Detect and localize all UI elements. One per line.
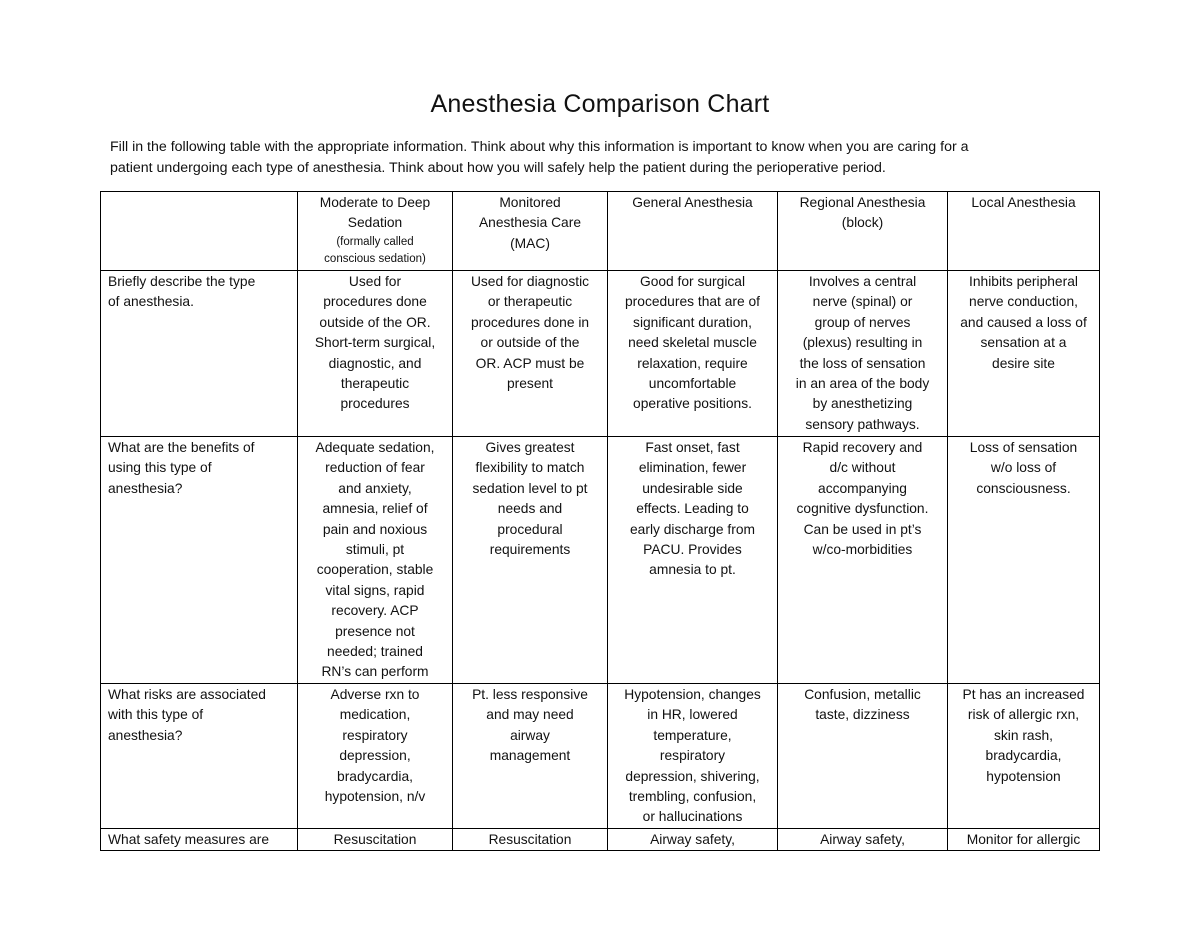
table-cell [298, 271, 453, 437]
cell-text: Involves a central [808, 274, 917, 289]
cell-text: effects. Leading to [636, 501, 749, 517]
table-row [101, 437, 1100, 684]
cell-text: Loss of sensation [969, 440, 1078, 455]
cell-text: Monitor for allergic [966, 831, 1081, 847]
table-cell [608, 683, 778, 828]
cell-text: cognitive dysfunction. [796, 501, 929, 517]
cell-text: Rapid recovery and [802, 440, 923, 455]
cell-text: undesirable side [642, 480, 743, 496]
cell-text: the loss of sensation [799, 355, 926, 371]
cell-text: desire site [992, 355, 1055, 371]
cell-text: OR. ACP must be [475, 355, 585, 371]
cell-text: nerve (spinal) or [812, 294, 913, 310]
cell-text: outside of the OR. [319, 314, 431, 330]
cell-text: Fast onset, fast [645, 440, 740, 455]
cell-text: recovery. ACP [331, 603, 419, 619]
header-text: (block) [841, 215, 884, 231]
cell-text: Short-term surgical, [314, 335, 436, 351]
cell-text: procedures done in [470, 314, 590, 330]
cell-text: Confusion, metallic [804, 686, 921, 702]
cell-text: risk of allergic rxn, [967, 707, 1080, 723]
cell-text: depression, [339, 748, 411, 764]
cell-text: RN’s can perform [321, 664, 429, 680]
header-cell-empty [101, 192, 298, 271]
header-text: General Anesthesia [632, 195, 753, 210]
cell-text: procedures [340, 396, 410, 412]
cell-text: taste, dizziness [815, 707, 910, 723]
cell-text: procedures that are of [625, 294, 760, 310]
table-cell [453, 271, 608, 437]
row-question [101, 437, 298, 684]
cell-text: requirements [489, 542, 571, 558]
cell-text: or therapeutic [487, 294, 573, 310]
cell-text: vital signs, rapid [325, 582, 425, 598]
header-text: Regional Anesthesia [799, 195, 926, 210]
header-text: Monitored [499, 195, 561, 210]
cell-text: sensation at a [980, 335, 1067, 351]
cell-text: d/c without [829, 460, 896, 476]
cell-text: Can be used in pt’s [803, 521, 922, 537]
row-question [101, 271, 298, 437]
cell-text: early discharge from [630, 521, 755, 537]
cell-text: Resuscitation [333, 831, 417, 847]
instructions-line: Fill in the following table with the appropriate information. Think about why this information is important to know when you are caring for a [110, 139, 969, 155]
cell-text: w/co-morbidities [812, 542, 913, 558]
cell-text: need skeletal muscle [628, 335, 757, 351]
cell-text: management [489, 748, 571, 764]
cell-text: procedural [497, 521, 563, 537]
header-text: Anesthesia Care [478, 215, 581, 231]
table-cell [778, 683, 948, 828]
cell-text: or outside of the [480, 335, 580, 351]
table-cell [948, 437, 1100, 684]
cell-text: PACU. Provides [643, 542, 742, 558]
cell-text: consciousness. [976, 480, 1071, 496]
cell-text: group of nerves [814, 314, 911, 330]
table-cell [453, 683, 608, 828]
cell-text: Resuscitation [488, 831, 572, 847]
cell-text: hypotension, n/v [324, 788, 426, 804]
comparison-table [100, 191, 1100, 851]
cell-text: airway [510, 727, 550, 743]
question-text: What are the benefits of [108, 440, 255, 455]
question-text: What risks are associated [108, 686, 266, 702]
cell-text: Pt has an increased [962, 686, 1085, 702]
question-text: anesthesia? [108, 480, 183, 496]
cell-text: in HR, lowered [647, 707, 738, 723]
cell-text: medication, [339, 707, 411, 723]
cell-text: amnesia to pt. [649, 562, 736, 578]
cell-text: nerve conduction, [969, 294, 1078, 310]
cell-text: needs and [497, 501, 563, 517]
cell-text: (plexus) resulting in [802, 335, 923, 351]
table-cell [778, 828, 948, 850]
cell-text: Adequate sedation, [315, 440, 435, 455]
cell-text: cooperation, stable [316, 562, 434, 578]
cell-text: depression, shivering, [625, 768, 760, 784]
cell-text: therapeutic [340, 376, 410, 392]
question-text: using this type of [108, 460, 212, 476]
cell-text: bradycardia, [985, 748, 1062, 764]
cell-text: Adverse rxn to [330, 686, 420, 702]
header-text: Moderate to Deep [319, 195, 431, 210]
header-text: (MAC) [510, 235, 550, 251]
cell-text: Used for [348, 274, 402, 289]
cell-text: present [506, 376, 554, 392]
table-cell [453, 437, 608, 684]
cell-text: significant duration, [633, 314, 752, 330]
question-text: with this type of [108, 707, 204, 723]
header-text: Local Anesthesia [971, 195, 1076, 210]
cell-text: procedures done [323, 294, 427, 310]
cell-text: relaxation, require [637, 355, 748, 371]
header-row [101, 192, 1100, 271]
cell-text: reduction of fear [325, 460, 425, 476]
cell-text: w/o loss of [990, 460, 1057, 476]
question-text: of anesthesia. [108, 294, 194, 310]
header-note: conscious sedation) [324, 252, 426, 265]
table-cell [948, 683, 1100, 828]
row-question [101, 683, 298, 828]
cell-text: sensory pathways. [805, 416, 920, 432]
header-local-anesthesia [948, 192, 1100, 271]
header-general-anesthesia [608, 192, 778, 271]
cell-text: Pt. less responsive [472, 686, 588, 702]
cell-text: needed; trained [327, 644, 423, 660]
cell-text: by anesthetizing [812, 396, 913, 412]
cell-text: Hypotension, changes [624, 686, 761, 702]
instructions-line: patient undergoing each type of anesthesia. Think about how you will safely help the patient during the perioperative period. [110, 159, 886, 176]
cell-text: stimuli, pt [345, 542, 405, 558]
question-text: What safety measures are [108, 831, 270, 847]
header-note: (formally called [336, 235, 414, 248]
cell-text: respiratory [342, 727, 408, 743]
cell-text: Gives greatest [485, 440, 575, 455]
cell-text: Good for surgical [639, 274, 746, 289]
page-title: Anesthesia Comparison Chart [430, 90, 770, 118]
cell-text: and may need [486, 707, 574, 723]
cell-text: pain and noxious [322, 521, 428, 537]
table-row [101, 683, 1100, 828]
table-row [101, 828, 1100, 850]
cell-text: diagnostic, and [328, 355, 422, 371]
cell-text: in an area of the body [795, 376, 930, 392]
cell-text: respiratory [659, 748, 726, 764]
header-regional-anesthesia [778, 192, 948, 271]
cell-text: amnesia, relief of [322, 501, 428, 517]
table-cell [453, 828, 608, 850]
table-cell [608, 828, 778, 850]
cell-text: operative positions. [633, 396, 752, 412]
header-moderate-to-deep-sedation [298, 192, 453, 271]
cell-text: temperature, [653, 727, 732, 743]
table-cell [298, 828, 453, 850]
cell-text: elimination, fewer [638, 460, 747, 476]
cell-text: trembling, confusion, [628, 788, 757, 804]
table-cell [948, 828, 1100, 850]
table-cell [948, 271, 1100, 437]
cell-text: uncomfortable [648, 376, 737, 392]
table-cell [298, 437, 453, 684]
cell-text: and anxiety, [338, 480, 412, 496]
cell-text: Airway safety, [820, 831, 905, 847]
table-cell [778, 437, 948, 684]
cell-text: flexibility to match [475, 460, 585, 476]
cell-text: Used for diagnostic [470, 274, 590, 289]
cell-text: or hallucinations [642, 809, 743, 825]
header-text: Sedation [347, 215, 403, 231]
table-cell [608, 437, 778, 684]
row-question [101, 828, 298, 850]
cell-text: and caused a loss of [960, 314, 1087, 330]
question-text: anesthesia? [108, 727, 183, 743]
cell-text: skin rash, [993, 727, 1054, 743]
cell-text: presence not [335, 623, 415, 639]
header-monitored-anesthesia-care [453, 192, 608, 271]
table-cell [298, 683, 453, 828]
question-text: Briefly describe the type [108, 274, 256, 289]
cell-text: Airway safety, [650, 831, 735, 847]
cell-text: sedation level to pt [472, 480, 588, 496]
cell-text: Inhibits peripheral [969, 274, 1078, 289]
cell-text: hypotension [986, 768, 1061, 784]
table-cell [778, 271, 948, 437]
table-row [101, 271, 1100, 437]
cell-text: bradycardia, [337, 768, 413, 784]
instructions-paragraph [110, 137, 1100, 178]
cell-text: accompanying [818, 480, 907, 496]
table-cell [608, 271, 778, 437]
